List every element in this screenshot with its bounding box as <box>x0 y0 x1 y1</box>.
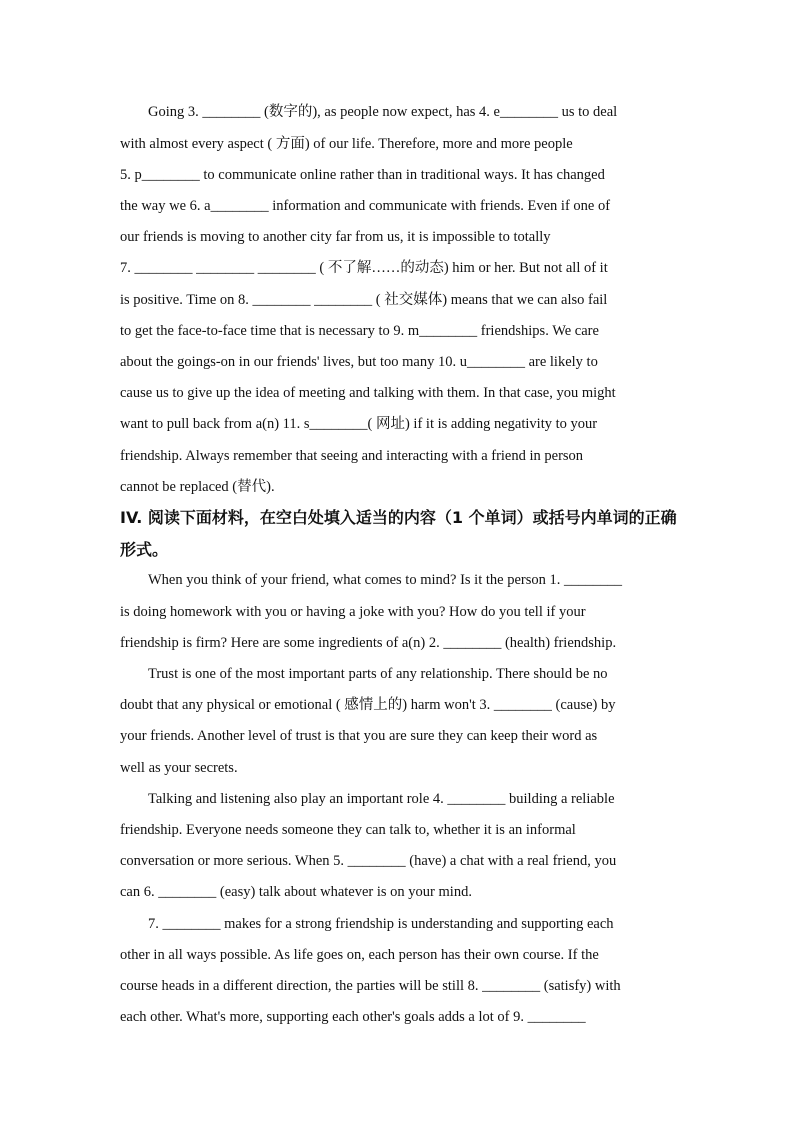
passage-one-line-7: is positive. Time on 8. ________ ________ ( 社交媒体) means that we can also fail <box>120 292 608 308</box>
section-four-line-10: conversation or more serious. When 5. ________ (have) a chat with a real friend, you <box>120 853 617 869</box>
section-four-heading-line-1: IV. 阅读下面材料，在空白处填入适当的内容（1 个单词）或括号内单词的正确 <box>120 508 677 527</box>
passage-one-line-10: cause us to give up the idea of meeting and talking with them. In that case, you might <box>120 385 616 401</box>
section-four-line-8: Talking and listening also play an important role 4. ________ building a reliable <box>148 791 615 807</box>
passage-one-line-1: Going 3. ________ (数字的), as people now expect, has 4. e________ us to deal <box>148 104 618 120</box>
section-four-line-14: course heads in a different direction, the parties will be still 8. ________ (satisfy) with <box>120 978 621 994</box>
section-four-heading-line-2: 形式。 <box>120 540 169 559</box>
section-four-line-2: is doing homework with you or having a joke with you? How do you tell if your <box>120 604 586 620</box>
section-four-line-1: When you think of your friend, what comes to mind? Is it the person 1. ________ <box>148 572 622 588</box>
passage-one-line-8: to get the face-to-face time that is necessary to 9. m________ friendships. We care <box>120 323 599 339</box>
section-four-line-15: each other. What's more, supporting each other's goals adds a lot of 9. ________ <box>120 1009 586 1025</box>
section-four-line-12: 7. ________ makes for a strong friendship is understanding and supporting each <box>148 916 614 932</box>
passage-one-line-5: our friends is moving to another city far from us, it is impossible to totally <box>120 229 551 245</box>
section-four-line-6: your friends. Another level of trust is that you are sure they can keep their word as <box>120 728 598 744</box>
passage-one-line-9: about the goings-on in our friends' lives, but too many 10. u________ are likely to <box>120 354 598 370</box>
passage-one-line-2: with almost every aspect ( 方面) of our life. Therefore, more and more people <box>120 136 573 152</box>
section-four-line-3: friendship is firm? Here are some ingredients of a(n) 2. ________ (health) friendship. <box>120 635 617 651</box>
passage-one-line-4: the way we 6. a________ information and communicate with friends. Even if one of <box>120 198 611 214</box>
section-four-line-9: friendship. Everyone needs someone they can talk to, whether it is an informal <box>120 822 576 838</box>
section-four-line-5: doubt that any physical or emotional ( 感情上的) harm won't 3. ________ (cause) by <box>120 697 616 713</box>
section-four-line-7: well as your secrets. <box>120 760 238 776</box>
passage-one-line-6: 7. ________ ________ ________ ( 不了解……的动态) him or her. But not all of it <box>120 260 608 276</box>
passage-one-line-3: 5. p________ to communicate online rather than in traditional ways. It has changed <box>120 167 605 183</box>
passage-one-line-13: cannot be replaced (替代). <box>120 479 275 495</box>
section-four-line-13: other in all ways possible. As life goes on, each person has their own course. If the <box>120 947 599 963</box>
passage-one-line-11: want to pull back from a(n) 11. s________( 网址) if it is adding negativity to your <box>120 416 598 432</box>
section-four-line-11: can 6. ________ (easy) talk about whatever is on your mind. <box>120 884 472 900</box>
section-four-line-4: Trust is one of the most important parts of any relationship. There should be no <box>148 666 608 682</box>
passage-one-line-12: friendship. Always remember that seeing and interacting with a friend in person <box>120 448 584 464</box>
